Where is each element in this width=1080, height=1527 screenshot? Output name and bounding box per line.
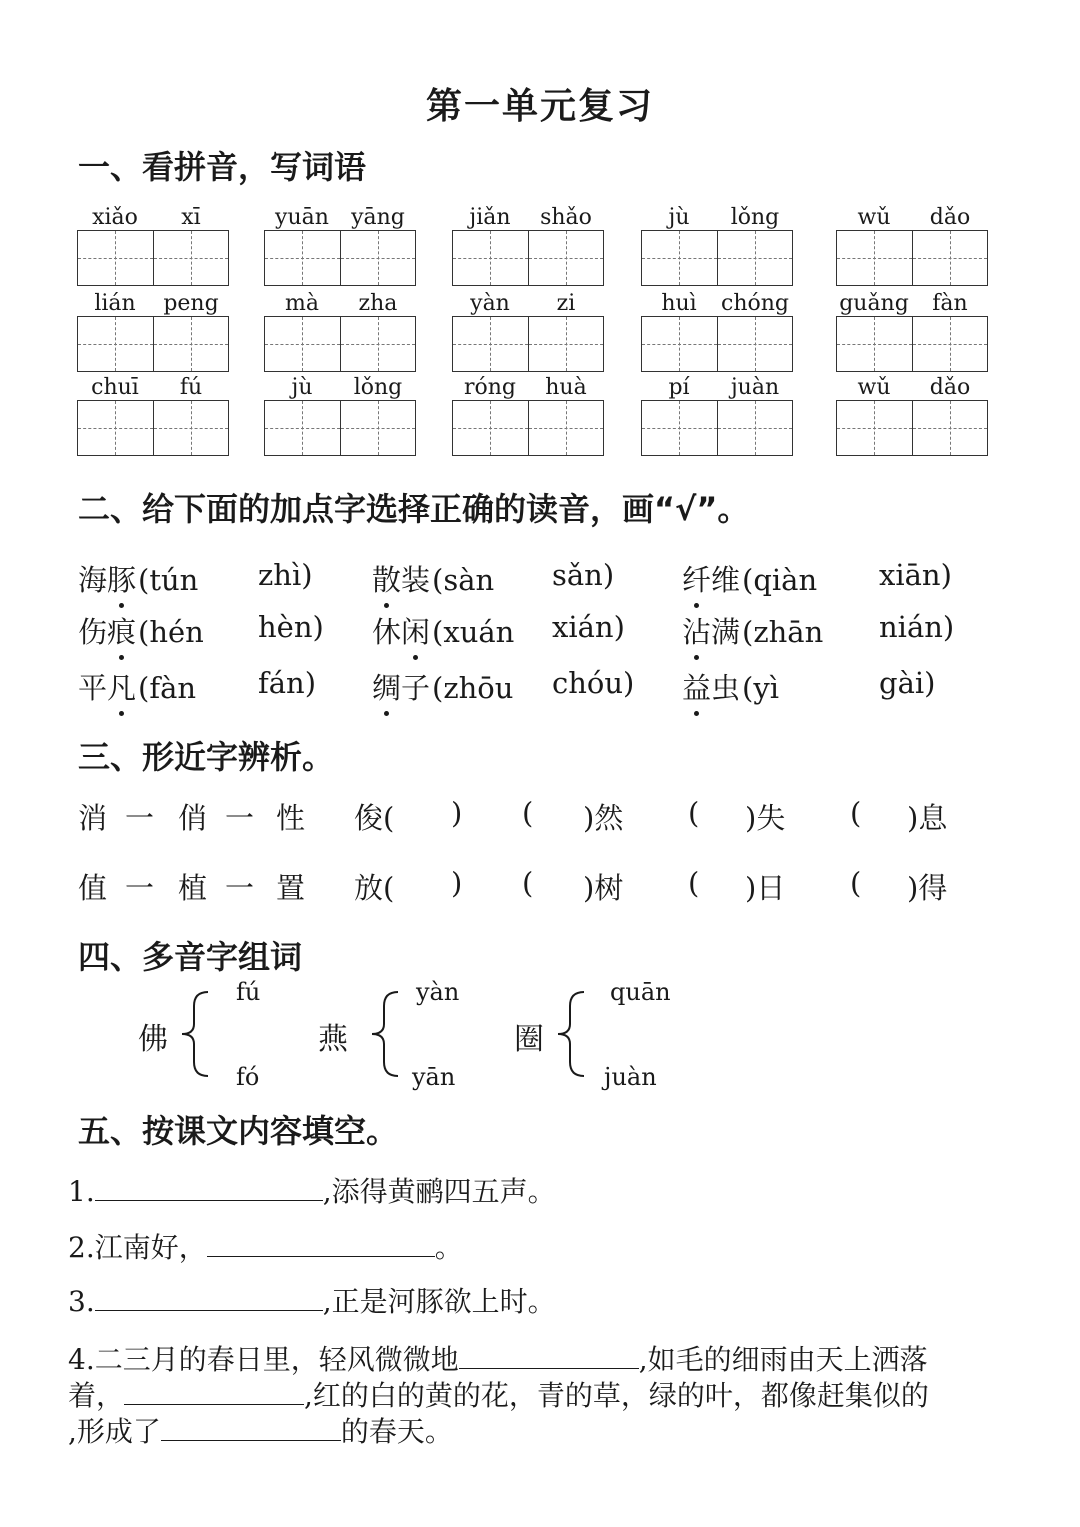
reading-choice-item [372, 610, 625, 651]
reading-option-2[interactable]: chóu) [552, 666, 635, 700]
q4-text-f: 的春天。 [340, 1415, 453, 1448]
pinyin-syllable: yàn [470, 291, 510, 316]
separator-dash: 一 [125, 801, 155, 835]
pinyin-word-item [836, 368, 988, 456]
dotted-word [682, 558, 740, 599]
reading-option-2[interactable]: sǎn) [552, 558, 615, 592]
answer-blank[interactable] [459, 1346, 639, 1369]
writing-cell[interactable] [453, 317, 528, 371]
similar-character: 值 [78, 871, 108, 905]
writing-grid [77, 400, 229, 456]
writing-cell[interactable] [78, 317, 153, 371]
reading-choice-item [78, 558, 313, 599]
pinyin-word-item [452, 198, 604, 286]
word-character: 虫 [711, 671, 741, 705]
pinyin-label [641, 198, 793, 230]
word-character: 休 [372, 615, 402, 649]
reading-choice-item [682, 558, 952, 599]
pinyin-syllable: shǎo [540, 205, 592, 230]
writing-grid [264, 230, 416, 286]
answer-blank[interactable] [207, 1234, 435, 1257]
pinyin-syllable: dǎo [929, 375, 971, 400]
pinyin-syllable: peng [163, 291, 219, 316]
blank-parenthesis[interactable]: ) [451, 866, 463, 900]
word-character: 平 [78, 671, 108, 705]
answer-blank[interactable] [124, 1382, 304, 1405]
pinyin-reading-bottom: yān [412, 1063, 456, 1091]
pinyin-label [452, 284, 604, 316]
pinyin-syllable: yuān [275, 205, 329, 230]
polyphonic-character: 燕 [318, 1022, 348, 1057]
reading-option-2[interactable]: zhì) [258, 558, 313, 592]
writing-cell[interactable] [642, 231, 717, 285]
writing-grid [77, 230, 229, 286]
writing-cell[interactable] [528, 317, 604, 371]
reading-option-1[interactable]: (yì [742, 671, 780, 705]
pinyin-syllable: dǎo [929, 205, 971, 230]
pinyin-label [641, 284, 793, 316]
pinyin-syllable: xī [181, 205, 201, 230]
blank-parenthesis[interactable]: )息 [907, 801, 948, 835]
pinyin-reading-top: fú [236, 978, 261, 1006]
pinyin-syllable: lǒng [730, 205, 780, 230]
section3-heading: 三、形近字辨析。 [78, 738, 335, 776]
fill-question-4-line3 [68, 1410, 453, 1450]
reading-choice-item [372, 558, 615, 599]
pinyin-label [264, 368, 416, 400]
fill-question-3 [68, 1280, 556, 1320]
dotted-word [372, 610, 430, 651]
separator-dash: 一 [125, 871, 155, 905]
pinyin-label [452, 368, 604, 400]
pinyin-label [836, 284, 988, 316]
reading-option-2[interactable]: fán) [258, 666, 317, 700]
reading-option-2[interactable]: xián) [552, 610, 625, 644]
writing-cell[interactable] [153, 317, 229, 371]
writing-cell[interactable] [153, 401, 229, 455]
writing-cell[interactable] [837, 317, 912, 371]
writing-grid [641, 230, 793, 286]
pinyin-label [77, 198, 229, 230]
pinyin-syllable: chóng [721, 291, 789, 316]
pinyin-word-item [641, 198, 793, 286]
q4-text-b: ,如毛的细雨由天上洒落 [638, 1343, 928, 1376]
writing-grid [264, 316, 416, 372]
q4-text-c: 着， [68, 1379, 125, 1412]
pinyin-word-item [641, 368, 793, 456]
pinyin-word-item [77, 368, 229, 456]
reading-option-1[interactable]: (hén [138, 615, 204, 649]
pinyin-label [264, 198, 416, 230]
similar-character: 性 [276, 801, 306, 835]
writing-grid [836, 230, 988, 286]
section5-heading: 五、按课文内容填空。 [78, 1112, 399, 1150]
dotted-character: 豚 [107, 558, 136, 599]
section1-heading: 一、看拼音，写词语 [78, 148, 367, 186]
pinyin-syllable: zha [358, 291, 398, 316]
pinyin-syllable: lǒng [353, 375, 403, 400]
brace-icon [174, 988, 214, 1080]
pinyin-label [77, 284, 229, 316]
writing-grid [836, 400, 988, 456]
dotted-word [372, 558, 430, 599]
reading-option-2[interactable]: gài) [879, 666, 936, 700]
writing-cell[interactable] [453, 231, 528, 285]
word-character: 伤 [78, 615, 108, 649]
dotted-character: 绸 [372, 666, 401, 707]
word-character: 装 [401, 563, 431, 597]
writing-cell[interactable] [453, 401, 528, 455]
reading-choice-item [78, 610, 324, 651]
pinyin-word-item [77, 284, 229, 372]
pinyin-reading-top: quān [610, 978, 671, 1006]
similar-character: 消 [78, 801, 108, 835]
writing-grid [641, 400, 793, 456]
pinyin-label [264, 284, 416, 316]
fill-question-1 [68, 1170, 556, 1210]
reading-option-2[interactable]: nián) [879, 610, 955, 644]
pinyin-word-item [641, 284, 793, 372]
reading-choice-item [682, 610, 955, 651]
writing-cell[interactable] [528, 401, 604, 455]
page-title: 第一单元复习 [425, 86, 654, 127]
section2-heading: 二、给下面的加点字选择正确的读音，画“√”。 [78, 490, 750, 528]
dotted-character: 闲 [401, 610, 430, 651]
blank-parenthesis[interactable]: ) [451, 796, 463, 830]
pinyin-word-item [452, 368, 604, 456]
q4-text-e: ,形成了 [68, 1415, 161, 1448]
blank-parenthesis[interactable]: ( [522, 796, 534, 830]
blank-parenthesis[interactable]: )树 [583, 871, 624, 905]
writing-cell[interactable] [265, 317, 340, 371]
similar-character: 植 [178, 871, 208, 905]
writing-cell[interactable] [837, 231, 912, 285]
pinyin-syllable: jù [668, 205, 690, 230]
pinyin-label [77, 368, 229, 400]
blank-parenthesis[interactable]: ( [850, 796, 862, 830]
pinyin-label [641, 368, 793, 400]
fill-question-4-line1 [68, 1338, 928, 1378]
pinyin-label [836, 368, 988, 400]
q4-text-d: ,红的白的黄的花，青的草，绿的叶，都像赶集似的 [304, 1379, 929, 1412]
pinyin-label [836, 198, 988, 230]
writing-grid [264, 400, 416, 456]
blank-parenthesis[interactable]: )失 [745, 801, 786, 835]
writing-cell[interactable] [340, 401, 416, 455]
pinyin-reading-top: yàn [416, 978, 460, 1006]
q3-number: 3. [68, 1285, 95, 1318]
pinyin-syllable: jù [291, 375, 313, 400]
writing-cell[interactable] [717, 317, 793, 371]
blank-parenthesis[interactable]: )然 [583, 801, 624, 835]
separator-dash: 一 [225, 871, 255, 905]
writing-grid [452, 316, 604, 372]
q4-text-a: 4.二三月的春日里，轻风微微地 [68, 1343, 459, 1376]
blank-parenthesis[interactable]: 放( [354, 871, 395, 905]
blank-parenthesis[interactable]: )得 [907, 871, 948, 905]
reading-option-1[interactable]: (fàn [138, 671, 197, 705]
blank-parenthesis[interactable]: )日 [745, 871, 786, 905]
brace-icon [550, 988, 590, 1080]
pinyin-word-item [452, 284, 604, 372]
writing-cell[interactable] [837, 401, 912, 455]
reading-option-1[interactable]: (tún [138, 563, 199, 597]
pinyin-reading-bottom: juàn [604, 1063, 657, 1091]
pinyin-syllable: chuī [91, 375, 139, 400]
pinyin-syllable: róng [463, 375, 516, 400]
writing-cell[interactable] [717, 401, 793, 455]
pinyin-syllable: zi [556, 291, 576, 316]
pinyin-syllable: juàn [730, 375, 780, 400]
blank-parenthesis[interactable]: ( [688, 866, 700, 900]
word-character: 维 [711, 563, 741, 597]
q2-text: 。 [434, 1231, 463, 1264]
blank-parenthesis[interactable]: ( [688, 796, 700, 830]
pinyin-syllable: fàn [932, 291, 968, 316]
brace-icon [364, 988, 404, 1080]
writing-cell[interactable] [340, 231, 416, 285]
dotted-character: 沾 [682, 610, 711, 651]
reading-option-1[interactable]: (zhān [742, 615, 824, 649]
dotted-word [78, 558, 136, 599]
writing-cell[interactable] [265, 401, 340, 455]
writing-cell[interactable] [642, 401, 717, 455]
pinyin-word-item [264, 284, 416, 372]
pinyin-syllable: huà [545, 375, 587, 400]
reading-option-1[interactable]: (xuán [432, 615, 515, 649]
writing-grid [452, 230, 604, 286]
dotted-character: 益 [682, 666, 711, 707]
reading-choice-item [372, 666, 635, 707]
dotted-character: 散 [372, 558, 401, 599]
pinyin-word-item [77, 198, 229, 286]
pinyin-syllable: jiǎn [469, 205, 511, 230]
fill-question-2 [68, 1226, 463, 1266]
reading-option-1[interactable]: (zhōu [432, 671, 514, 705]
blank-parenthesis[interactable]: 俊( [354, 801, 395, 835]
writing-grid [641, 316, 793, 372]
pinyin-word-item [264, 368, 416, 456]
writing-grid [77, 316, 229, 372]
writing-cell[interactable] [153, 231, 229, 285]
answer-blank[interactable] [95, 1178, 323, 1201]
writing-cell[interactable] [912, 317, 988, 371]
reading-option-1[interactable]: (qiàn [742, 563, 818, 597]
pinyin-syllable: wǔ [857, 375, 891, 400]
reading-option-1[interactable]: (sàn [432, 563, 495, 597]
pinyin-syllable: lián [94, 291, 136, 316]
word-character: 子 [401, 671, 431, 705]
word-character: 海 [78, 563, 108, 597]
pinyin-syllable: mà [285, 291, 319, 316]
dotted-word [78, 666, 136, 707]
section4-heading: 四、多音字组词 [78, 938, 303, 976]
writing-cell[interactable] [717, 231, 793, 285]
q3-text: ,正是河豚欲上时。 [322, 1285, 556, 1318]
pinyin-label [452, 198, 604, 230]
pinyin-word-item [264, 198, 416, 286]
pinyin-syllable: fú [179, 375, 203, 400]
similar-character: 置 [276, 871, 306, 905]
pinyin-syllable: xiǎo [92, 205, 138, 230]
dotted-word [372, 666, 430, 707]
pinyin-word-item [836, 198, 988, 286]
dotted-word [78, 610, 136, 651]
dotted-word [682, 666, 740, 707]
word-character: 满 [711, 615, 741, 649]
writing-cell[interactable] [78, 231, 153, 285]
dotted-word [682, 610, 740, 651]
separator-dash: 一 [225, 801, 255, 835]
polyphonic-character: 圈 [514, 1022, 544, 1057]
q2-text-prefix: 2.江南好， [68, 1231, 207, 1264]
reading-option-2[interactable]: xiān) [879, 558, 952, 592]
dotted-character: 纤 [682, 558, 711, 599]
reading-choice-item [78, 666, 317, 707]
writing-cell[interactable] [340, 317, 416, 371]
q1-number: 1. [68, 1175, 95, 1208]
writing-cell[interactable] [265, 231, 340, 285]
pinyin-syllable: pí [668, 375, 690, 400]
writing-grid [452, 400, 604, 456]
q1-text: ,添得黄鹂四五声。 [322, 1175, 556, 1208]
writing-grid [836, 316, 988, 372]
reading-choice-item [682, 666, 936, 707]
answer-blank[interactable] [95, 1288, 323, 1311]
pinyin-syllable: guǎng [839, 291, 909, 316]
polyphonic-character: 佛 [138, 1022, 168, 1057]
pinyin-syllable: wǔ [857, 205, 891, 230]
dotted-character: 痕 [107, 610, 136, 651]
blank-parenthesis[interactable]: ( [522, 866, 534, 900]
pinyin-syllable: yāng [351, 205, 405, 230]
writing-cell[interactable] [528, 231, 604, 285]
writing-cell[interactable] [642, 317, 717, 371]
writing-cell[interactable] [78, 401, 153, 455]
blank-parenthesis[interactable]: ( [850, 866, 862, 900]
pinyin-reading-bottom: fó [236, 1063, 260, 1091]
writing-cell[interactable] [912, 231, 988, 285]
dotted-character: 凡 [107, 666, 136, 707]
reading-option-2[interactable]: hèn) [258, 610, 324, 644]
writing-cell[interactable] [912, 401, 988, 455]
fill-question-4-line2 [68, 1374, 929, 1414]
pinyin-word-item [836, 284, 988, 372]
similar-character: 俏 [178, 801, 208, 835]
pinyin-syllable: huì [661, 291, 697, 316]
answer-blank[interactable] [161, 1418, 341, 1441]
